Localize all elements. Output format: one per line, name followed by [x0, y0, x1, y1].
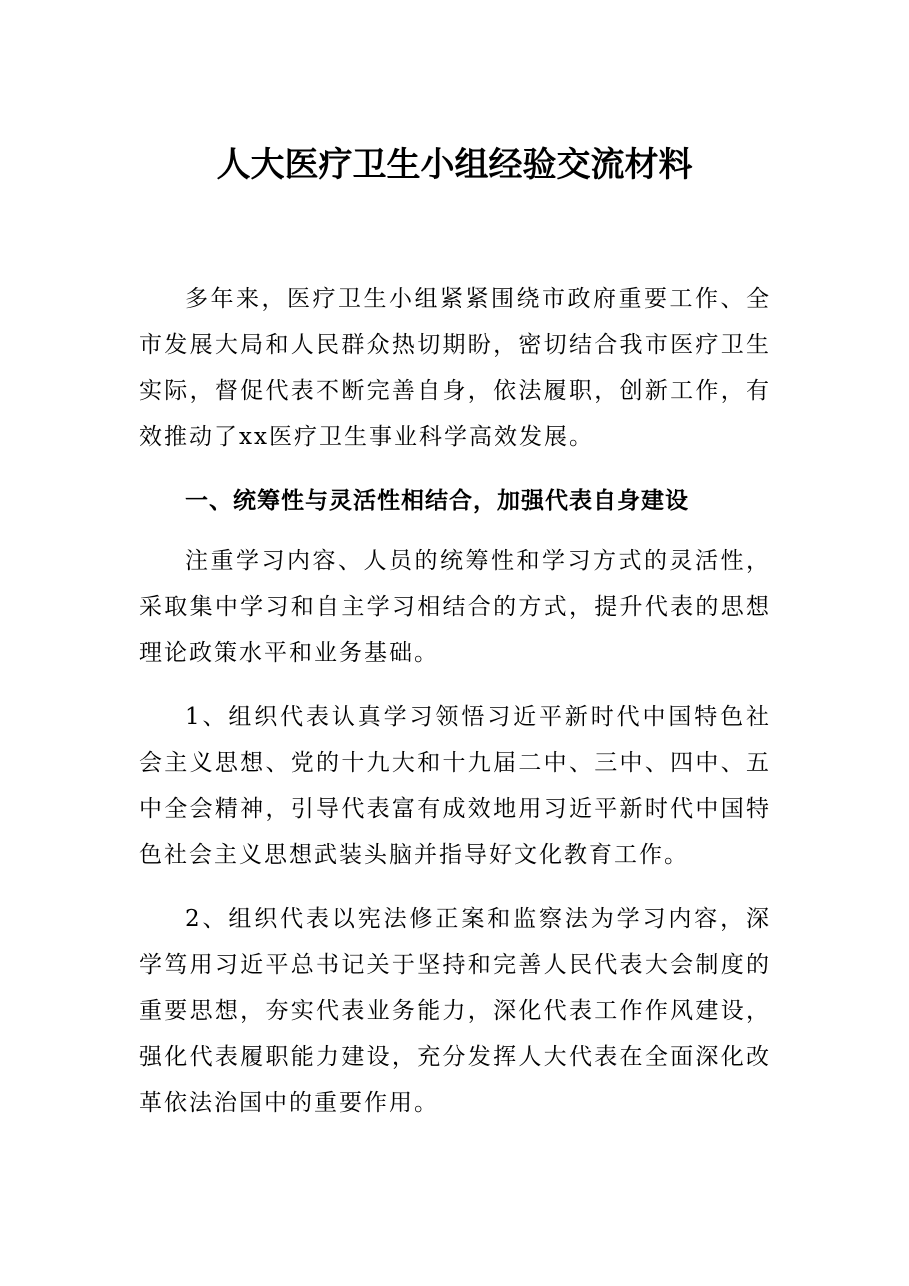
document-title: 人大医疗卫生小组经验交流材料 [216, 145, 693, 185]
section-1-item-1: 1、组织代表认真学习领悟习近平新时代中国特色社会主义思想、党的十九大和十九届二中、三中、四中、五中全会精神，引导代表富有成效地用习近平新时代中国特色社会主义思想武装头脑并指导好文化教育工作。 [139, 704, 771, 868]
section-1-intro-paragraph: 注重学习内容、人员的统筹性和学习方式的灵活性，采取集中学习和自主学习相结合的方式，提升代表的思想理论政策水平和业务基础。 [139, 548, 771, 666]
section-1-item-2: 2、组织代表以宪法修正案和监察法为学习内容，深学笃用习近平总书记关于坚持和完善人民代表大会制度的重要思想，夯实代表业务能力，深化代表工作作风建设，强化代表履职能力建设，充分发挥人大代表在全面深化改革依法治国中的重要作用。 [139, 906, 771, 1116]
intro-paragraph: 多年来，医疗卫生小组紧紧围绕市政府重要工作、全市发展大局和人民群众热切期盼，密切结合我市医疗卫生实际，督促代表不断完善自身，依法履职，创新工作，有效推动了xx医疗卫生事业科学高效发展。 [139, 286, 771, 450]
section-heading-1: 一、统筹性与灵活性相结合，加强代表自身建设 [185, 488, 689, 514]
